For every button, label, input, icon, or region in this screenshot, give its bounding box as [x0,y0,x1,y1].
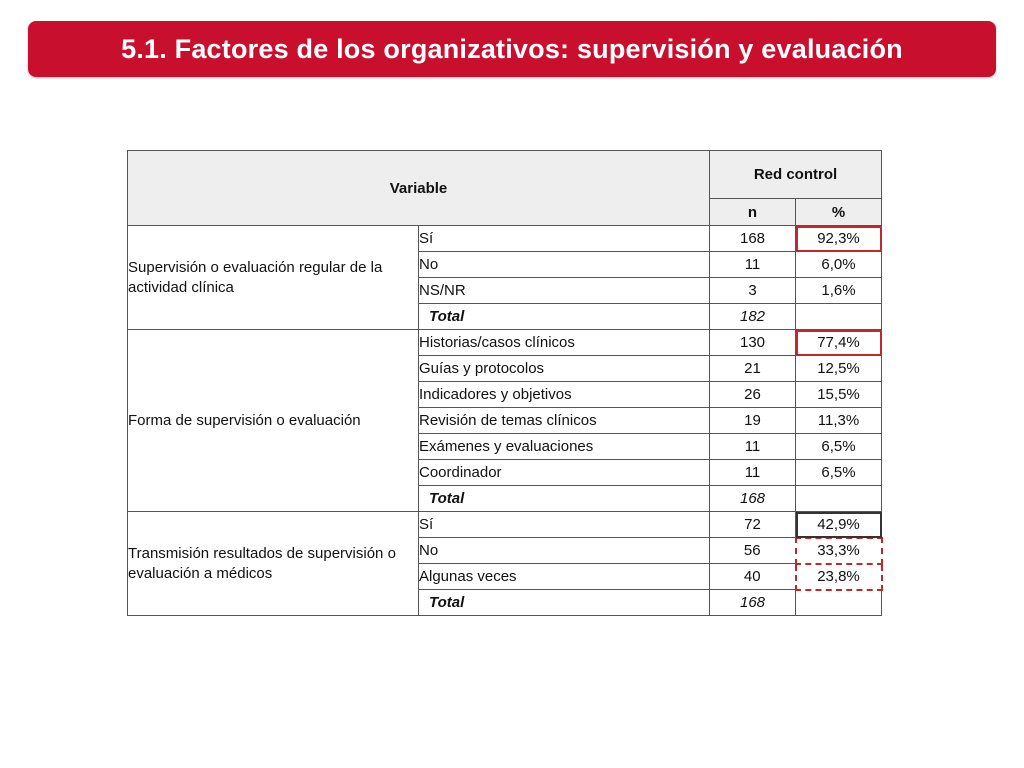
table-row [128,512,882,538]
row-label: Sí [419,512,710,538]
row-percent: 23,8% [796,564,882,590]
row-percent: 11,3% [796,408,882,434]
row-n: 26 [710,382,796,408]
row-n: 40 [710,564,796,590]
row-percent: 6,0% [796,252,882,278]
row-percent: 33,3% [796,538,882,564]
total-n: 168 [710,590,796,616]
row-label: Guías y protocolos [419,356,710,382]
row-n: 21 [710,356,796,382]
table-row [128,226,882,252]
row-label: Revisión de temas clínicos [419,408,710,434]
row-label: No [419,252,710,278]
row-percent: 15,5% [796,382,882,408]
row-percent: 1,6% [796,278,882,304]
section-label: Supervisión o evaluación regular de la actividad clínica [128,226,419,330]
title-banner [28,21,996,77]
row-percent: 42,9% [796,512,882,538]
row-n: 11 [710,252,796,278]
total-n: 168 [710,486,796,512]
row-label: Algunas veces [419,564,710,590]
row-label: No [419,538,710,564]
total-percent [796,486,882,512]
row-n: 11 [710,434,796,460]
row-percent: 6,5% [796,434,882,460]
row-label: Sí [419,226,710,252]
row-n: 56 [710,538,796,564]
row-percent: 12,5% [796,356,882,382]
total-n: 182 [710,304,796,330]
section-label: Forma de supervisión o evaluación [128,330,419,512]
row-n: 130 [710,330,796,356]
header-variable: Variable [128,151,710,226]
header-red-control: Red control [710,151,882,199]
row-percent: 6,5% [796,460,882,486]
section-label: Transmisión resultados de supervisión o evaluación a médicos [128,512,419,616]
row-percent: 92,3% [796,226,882,252]
results-table [127,150,883,616]
header-n: n [710,199,796,226]
row-percent: 77,4% [796,330,882,356]
row-label: NS/NR [419,278,710,304]
total-label: Total [419,590,710,616]
row-label: Historias/casos clínicos [419,330,710,356]
row-n: 11 [710,460,796,486]
total-percent [796,590,882,616]
row-n: 3 [710,278,796,304]
total-label: Total [419,486,710,512]
page-title: 5.1. Factores de los organizativos: supervisión y evaluación [121,33,903,64]
row-label: Indicadores y objetivos [419,382,710,408]
header-percent: % [796,199,882,226]
total-percent [796,304,882,330]
total-label: Total [419,304,710,330]
row-n: 19 [710,408,796,434]
row-label: Coordinador [419,460,710,486]
row-n: 72 [710,512,796,538]
row-label: Exámenes y evaluaciones [419,434,710,460]
table-row [128,330,882,356]
row-n: 168 [710,226,796,252]
